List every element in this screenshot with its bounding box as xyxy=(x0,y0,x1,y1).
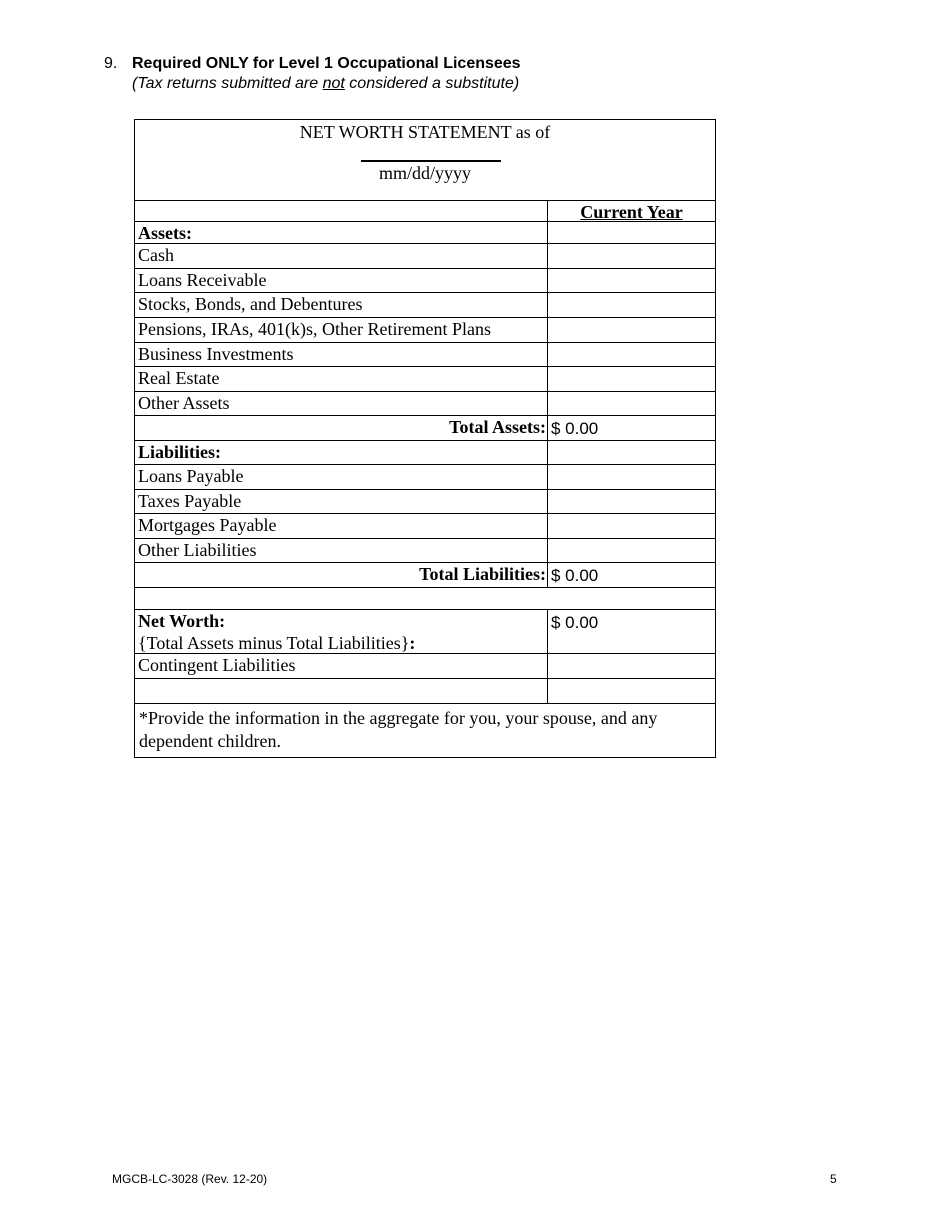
liability-input-loans-payable[interactable] xyxy=(548,465,715,489)
liability-row xyxy=(135,465,715,490)
page-number: 5 xyxy=(830,1172,837,1186)
asset-row xyxy=(135,343,715,367)
statement-header xyxy=(135,120,715,201)
asset-label-real-estate: Real Estate xyxy=(135,367,548,391)
asset-row xyxy=(135,367,715,392)
liability-input-mortgages-payable[interactable] xyxy=(548,514,715,538)
asset-input-business-investments[interactable] xyxy=(548,343,715,366)
assets-heading: Assets: xyxy=(135,222,548,243)
asset-label-loans-receivable: Loans Receivable xyxy=(135,269,548,292)
total-assets-label: Total Assets: xyxy=(135,416,548,440)
aggregate-note: *Provide the information in the aggregate for you, your spouse, and any dependent children. xyxy=(139,708,658,751)
liability-row xyxy=(135,514,715,539)
asset-input-retirement-plans[interactable] xyxy=(548,318,715,342)
total-liabilities-label: Total Liabilities: xyxy=(135,563,548,587)
asset-label-stocks-bonds: Stocks, Bonds, and Debentures xyxy=(135,293,548,317)
net-worth-value: $ 0.00 xyxy=(551,613,599,632)
current-year-header: Current Year xyxy=(580,202,683,222)
asset-row xyxy=(135,392,715,416)
emphasis-not: not xyxy=(322,75,345,92)
liability-label-loans-payable: Loans Payable xyxy=(135,465,548,489)
liability-row xyxy=(135,490,715,514)
liabilities-heading: Liabilities: xyxy=(135,441,548,464)
blank-value-cell[interactable] xyxy=(548,679,715,703)
contingent-liabilities-label: Contingent Liabilities xyxy=(135,654,548,678)
asset-row xyxy=(135,293,715,318)
asset-label-other-assets: Other Assets xyxy=(135,392,548,415)
column-header-row xyxy=(135,200,715,222)
net-worth-formula: {Total Assets minus Total Liabilities}: xyxy=(138,633,416,653)
asset-label-retirement-plans: Pensions, IRAs, 401(k)s, Other Retirement Plans xyxy=(135,318,548,342)
form-id: MGCB-LC-3028 (Rev. 12-20) xyxy=(112,1172,268,1186)
asset-input-real-estate[interactable] xyxy=(548,367,715,391)
assets-heading-row xyxy=(135,222,715,244)
total-assets-row xyxy=(135,416,715,441)
asset-row xyxy=(135,318,715,343)
asset-input-stocks-bonds[interactable] xyxy=(548,293,715,317)
section-title: Required ONLY for Level 1 Occupational Licensees xyxy=(132,55,521,72)
liability-label-other-liabilities: Other Liabilities xyxy=(135,539,548,562)
liabilities-heading-value-cell xyxy=(548,441,715,464)
asset-row xyxy=(135,244,715,269)
asset-label-cash: Cash xyxy=(135,244,548,268)
contingent-liabilities-input[interactable] xyxy=(548,654,715,678)
spacer-row xyxy=(135,588,715,610)
liability-row xyxy=(135,539,715,563)
total-assets-value: $ 0.00 xyxy=(551,419,599,438)
net-worth-form xyxy=(134,119,716,758)
net-worth-label-cell xyxy=(135,610,548,653)
net-worth-row xyxy=(135,610,715,654)
liability-label-taxes-payable: Taxes Payable xyxy=(135,490,548,513)
blank-label-cell xyxy=(135,200,548,221)
asset-input-loans-receivable[interactable] xyxy=(548,269,715,292)
net-worth-label: Net Worth: xyxy=(138,611,226,631)
liabilities-heading-row xyxy=(135,441,715,465)
asset-input-cash[interactable] xyxy=(548,244,715,268)
blank-label-cell xyxy=(135,679,548,703)
section-number: 9. xyxy=(104,55,118,72)
asset-row xyxy=(135,269,715,293)
liability-input-taxes-payable[interactable] xyxy=(548,490,715,513)
date-input-field[interactable] xyxy=(361,160,501,162)
blank-row xyxy=(135,679,715,704)
total-liabilities-row xyxy=(135,563,715,588)
assets-heading-value-cell xyxy=(548,222,715,243)
liability-label-mortgages-payable: Mortgages Payable xyxy=(135,514,548,538)
liability-input-other-liabilities[interactable] xyxy=(548,539,715,562)
date-format-label: mm/dd/yyyy xyxy=(378,163,471,183)
total-liabilities-value: $ 0.00 xyxy=(551,566,599,585)
asset-label-business-investments: Business Investments xyxy=(135,343,548,366)
statement-title: NET WORTH STATEMENT as of xyxy=(299,122,551,142)
asset-input-other-assets[interactable] xyxy=(548,392,715,415)
section-subtitle: (Tax returns submitted are not considered a substitute) xyxy=(132,75,520,92)
contingent-liabilities-row xyxy=(135,654,715,679)
